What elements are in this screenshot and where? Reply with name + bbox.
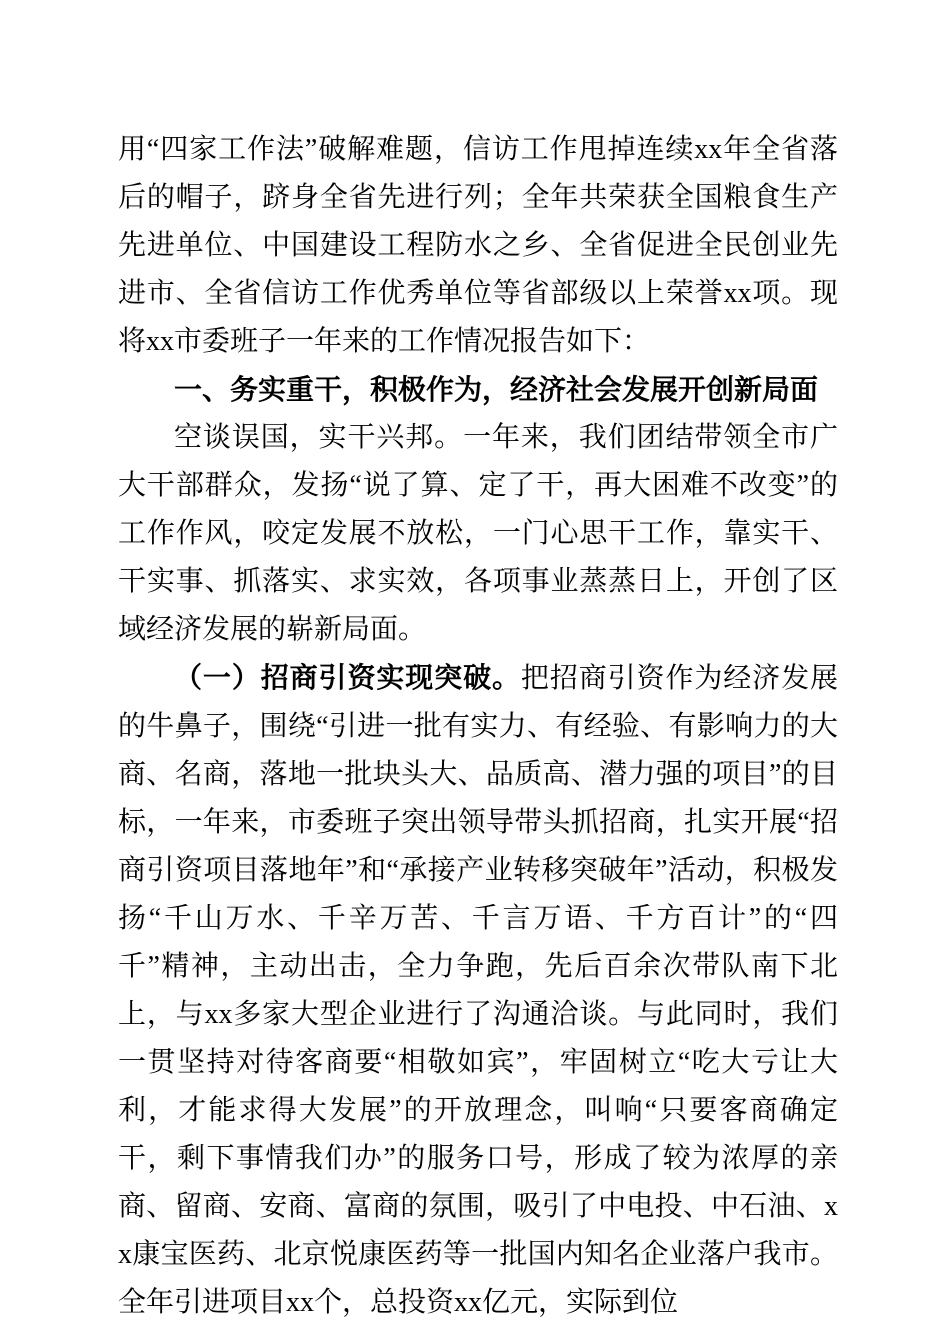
document-body <box>118 126 838 1327</box>
paragraph-subsection <box>118 654 838 1327</box>
paragraph-body: 空谈误国，实干兴邦。一年来，我们团结带领全市广大干部群众，发扬“说了算、定了干，再大困难不改变”的工作作风，咬定发展不放松，一门心思干工作，靠实干、干实事、抓落实、求实效，各项事业蒸蒸日上，开创了区域经济发展的崭新局面。 <box>118 422 838 645</box>
subsection-body-text: 把招商引资作为经济发展的牛鼻子，围绕“引进一批有实力、有经验、有影响力的大商、名商，落地一批块头大、品质高、潜力强的项目”的目标，一年来，市委班子突出领导带头抓招商，扎实开展“招商引资项目落地年”和“承接产业转移突破年”活动，积极发扬“千山万水、千辛万苦、千言万语、千方百计”的“四千”精神，主动出击，全力争跑，先后百余次带队南下北上，与xx多家大型企业进行了沟通洽谈。与此同时，我们一贯坚持对待客商要“相敬如宾”，牢固树立“吃大亏让大利，才能求得大发展”的开放理念，叫响“只要客商确定干，剩下事情我们办”的服务口号，形成了较为浓厚的亲商、留商、安商、富商的氛围，吸引了中电投、中石油、xx康宝医药、北京悦康医药等一批国内知名企业落户我市。全年引进项目xx个，总投资xx亿元，实际到位 <box>118 663 838 1318</box>
section-heading: 一、务实重干，积极作为，经济社会发展开创新局面 <box>174 374 819 405</box>
paragraph-continuation: 用“四家工作法”破解难题，信访工作甩掉连续xx年全省落后的帽子，跻身全省先进行列；全年共荣获全国粮食生产先进单位、中国建设工程防水之乡、全省促进全民创业先进市、全省信访工作优秀单位等省部级以上荣誉xx项。现将xx市委班子一年来的工作情况报告如下： <box>118 134 838 357</box>
subsection-lead-title: （一）招商引资实现突破。 <box>174 662 521 693</box>
